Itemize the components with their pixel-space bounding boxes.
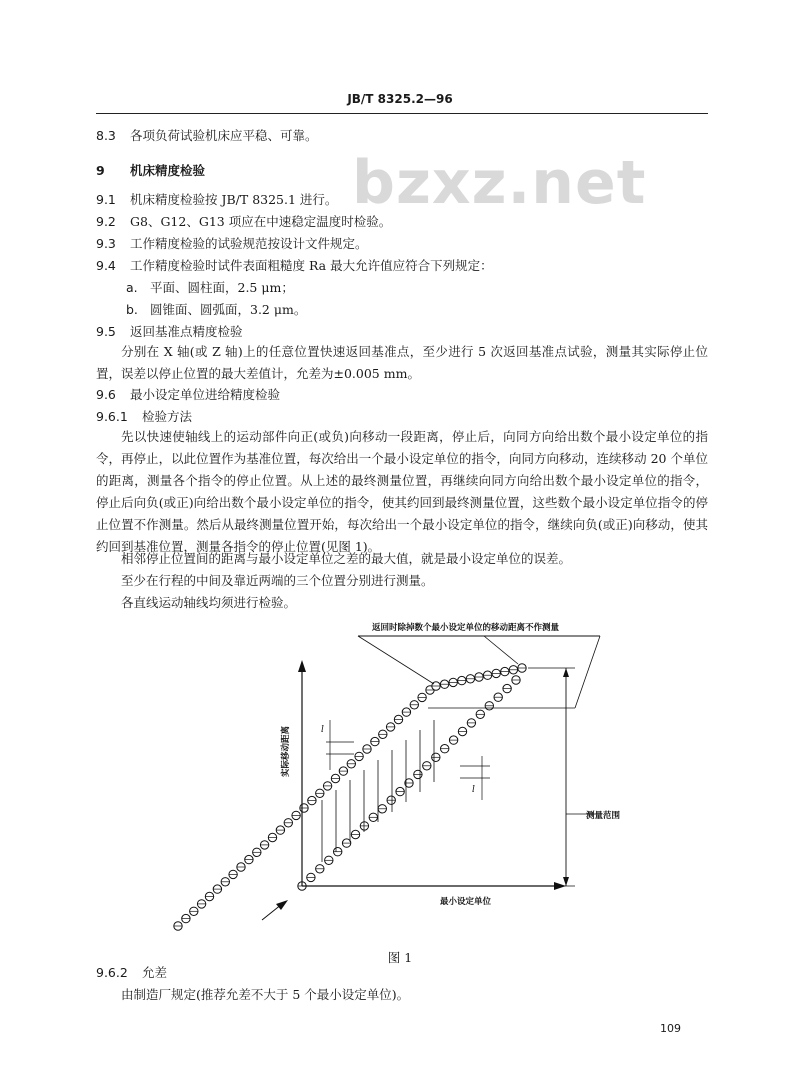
range-arrow-bottom: [563, 877, 569, 886]
paragraph-9-5: 分别在 X 轴(或 Z 轴)上的任意位置快速返回基准点，至少进行 5 次返回基准点试验，测量其实际停止位置，误差以停止位置的最大差值计，允差为±0.005 mm。: [96, 344, 708, 381]
watermark: bzxz.net: [352, 148, 647, 218]
section-9-heading: 9 机床精度检验: [96, 163, 206, 178]
page-number: 109: [660, 1022, 681, 1035]
l1-label: l: [321, 725, 324, 735]
x-axis-label: 最小设定单位: [440, 897, 492, 907]
range-label: 测量范围: [586, 811, 621, 821]
section-9-1: 9.1 机床精度检验按 JB/T 8325.1 进行。: [96, 192, 338, 207]
paragraph-9-6-2: 由制造厂规定(推荐允差不大于 5 个最小设定单位)。: [121, 987, 410, 1002]
start-pointer-head: [276, 900, 288, 910]
top-label-leader-a: [358, 636, 434, 684]
section-8-3: 8.3 各项负荷试验机床应平稳、可靠。: [96, 128, 318, 143]
section-9-6: 9.6 最小设定单位进给精度检验: [96, 387, 281, 402]
y-axis-arrow: [298, 660, 306, 672]
section-9-6-2: 9.6.2 允差: [96, 965, 168, 980]
top-label-leader-c: [575, 636, 600, 708]
figure-caption: 图 1: [387, 950, 413, 965]
top-label-leader-b: [484, 636, 518, 664]
paragraph-9-6-1-method: 先以快速使轴线上的运动部件向正(或负)向移动一段距离，停止后，向同方向给出数个最小设定单位的指令，再停止，以此位置作为基准位置，每次给出一个最小设定单位的指令，向同方向移动，连续移动 20 个单位的距离，测量各个指令的停止位置。从上述的最终测量位置，再继续向同方向给出数个最小设定单位的指令，停止后向负(或正)向给出数个最小设定单位的指令，使其约回到最终测量位置，这些数个最小设定单位指令的停止位置不作测量。然后从最终测量位置开始，每次给出一个最小设定单位的指令，继续向负(或正)向移动，使其约回到基准位置，测量各指令的停止位置(见图 1)。: [96, 429, 708, 554]
paragraph-9-6-1-axes: 各直线运动轴线均须进行检验。: [121, 595, 297, 610]
document-header: JB/T 8325.2—96: [347, 92, 453, 106]
section-9-6-1: 9.6.1 检验方法: [96, 409, 193, 424]
section-9-2: 9.2 G8、G12、G13 项应在中速稳定温度时检验。: [96, 214, 392, 229]
y-axis-label: 实际移动距离: [281, 726, 291, 778]
range-arrow-top: [563, 668, 569, 677]
l2-label: l: [472, 785, 475, 795]
section-9-4-b: b. 圆锥面、圆弧面，3.2 μm。: [126, 302, 307, 317]
section-9-5: 9.5 返回基准点精度检验: [96, 324, 243, 339]
section-9-3: 9.3 工作精度检验的试验规范按设计文件规定。: [96, 236, 368, 251]
section-9-4-a: a. 平面、圆柱面，2.5 μm；: [126, 280, 294, 295]
section-9-4: 9.4 工作精度检验时试件表面粗糙度 Ra 最大允许值应符合下列规定：: [96, 258, 493, 273]
paragraph-9-6-1-positions: 至少在行程的中间及靠近两端的三个位置分别进行测量。: [121, 573, 434, 588]
top-label: 返回时除掉数个最小设定单位的移动距离不作测量: [372, 623, 560, 633]
paragraph-9-6-1-error: 相邻停止位置间的距离与最小设定单位之差的最大值，就是最小设定单位的误差。: [121, 551, 572, 566]
